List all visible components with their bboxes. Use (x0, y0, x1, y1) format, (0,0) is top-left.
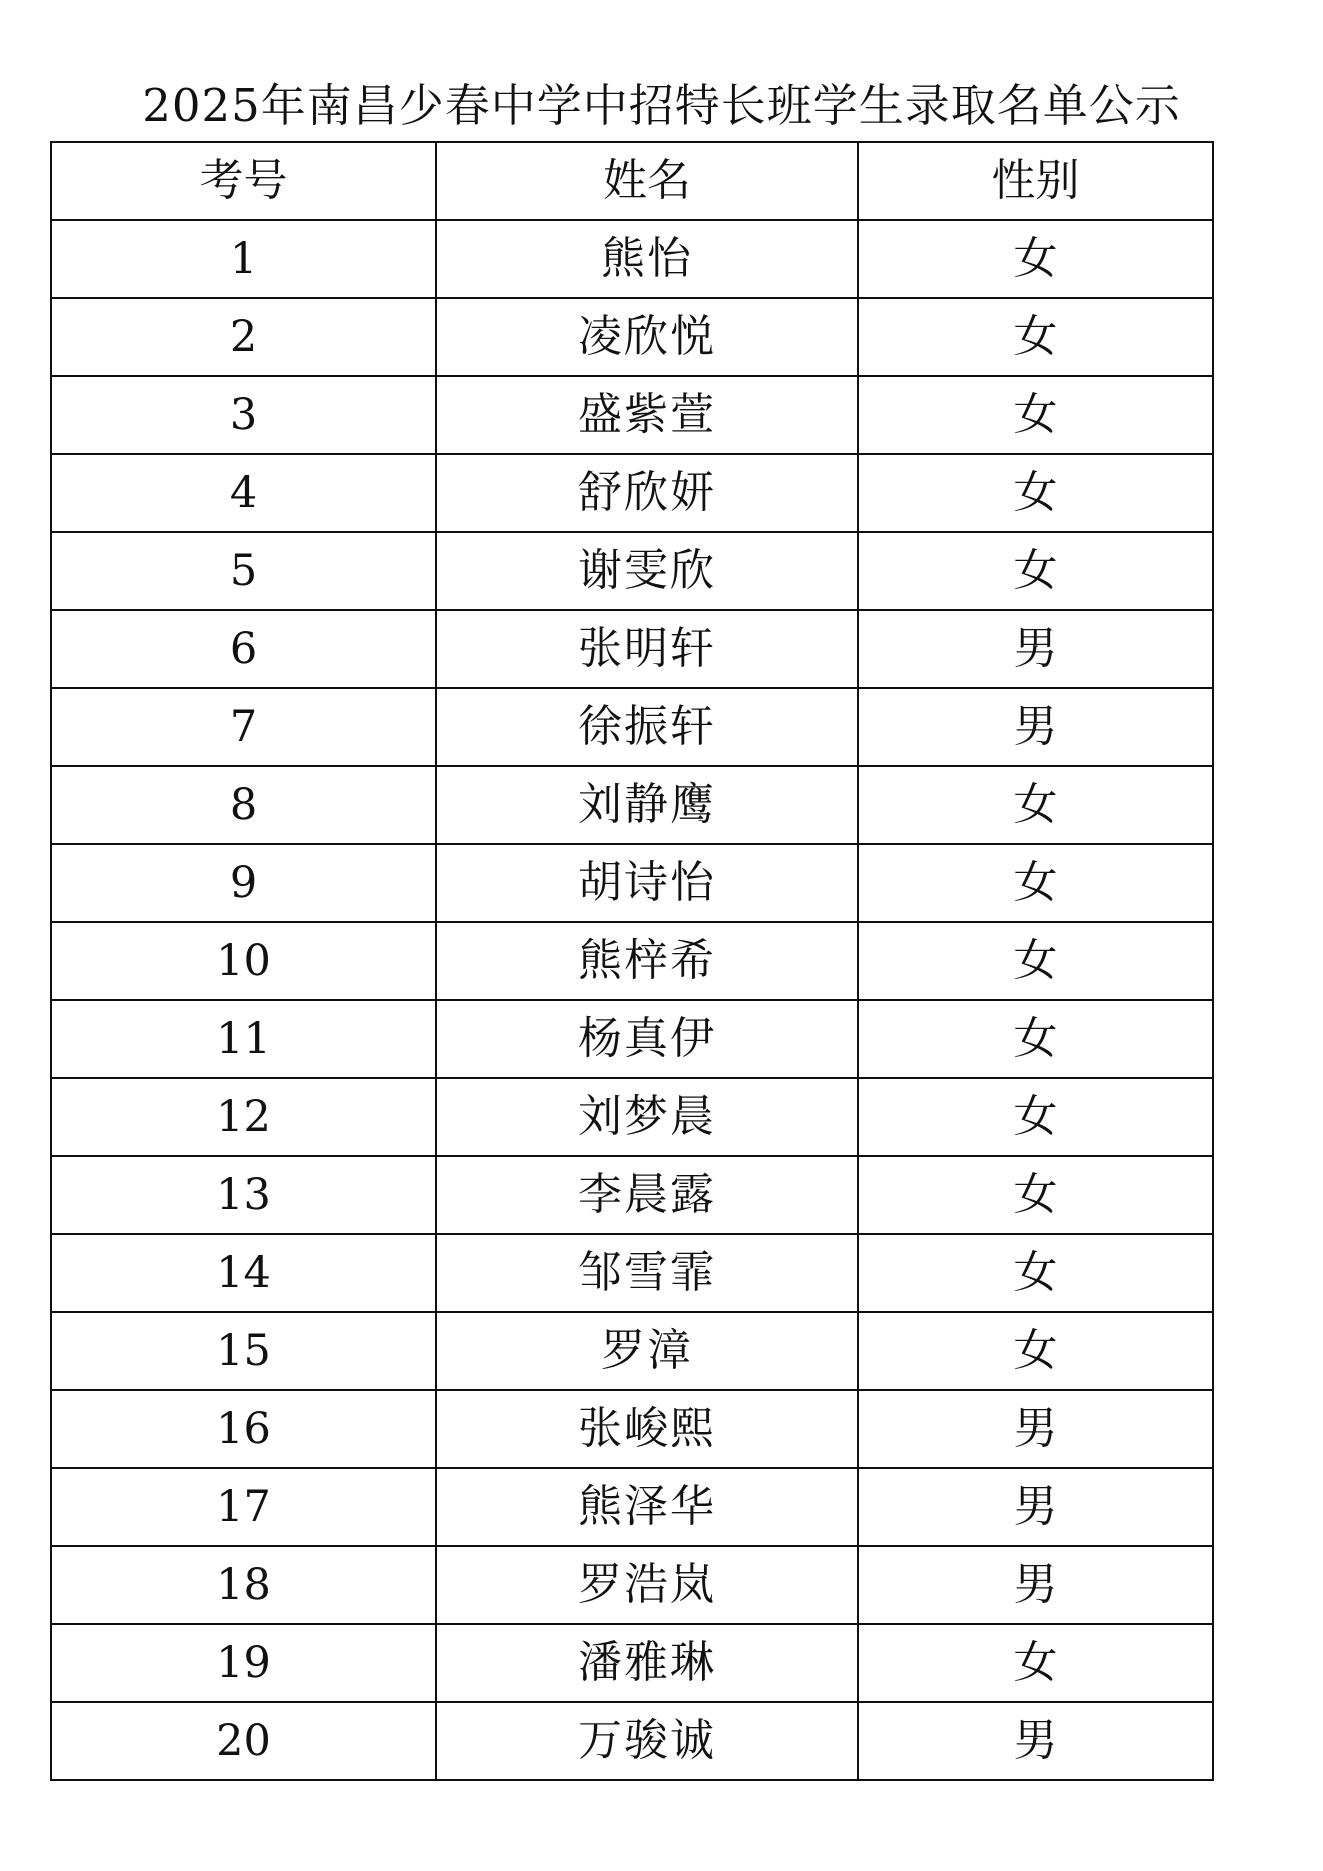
cell-exam-number: 13 (51, 1156, 436, 1234)
table-row (51, 220, 1213, 298)
table-row (51, 922, 1213, 1000)
cell-gender: 男 (858, 1702, 1213, 1780)
table-row (51, 844, 1213, 922)
cell-gender: 女 (858, 1078, 1213, 1156)
cell-gender: 女 (858, 1312, 1213, 1390)
cell-student-name: 罗浩岚 (436, 1546, 858, 1624)
cell-student-name: 熊怡 (436, 220, 858, 298)
table-row (51, 1078, 1213, 1156)
table-row (51, 766, 1213, 844)
cell-gender: 女 (858, 766, 1213, 844)
cell-student-name: 舒欣妍 (436, 454, 858, 532)
cell-gender: 女 (858, 298, 1213, 376)
cell-gender: 女 (858, 922, 1213, 1000)
cell-gender: 女 (858, 376, 1213, 454)
cell-exam-number: 7 (51, 688, 436, 766)
cell-gender: 女 (858, 1234, 1213, 1312)
table-row (51, 1156, 1213, 1234)
cell-student-name: 李晨露 (436, 1156, 858, 1234)
table-row (51, 1312, 1213, 1390)
table-row (51, 532, 1213, 610)
table-row (51, 688, 1213, 766)
cell-student-name: 万骏诚 (436, 1702, 858, 1780)
cell-gender: 男 (858, 1468, 1213, 1546)
header-gender: 性别 (858, 142, 1213, 220)
table-row (51, 298, 1213, 376)
cell-student-name: 杨真伊 (436, 1000, 858, 1078)
cell-student-name: 张峻熙 (436, 1390, 858, 1468)
cell-exam-number: 16 (51, 1390, 436, 1468)
cell-student-name: 刘梦晨 (436, 1078, 858, 1156)
cell-student-name: 胡诗怡 (436, 844, 858, 922)
cell-student-name: 盛紫萱 (436, 376, 858, 454)
cell-gender: 女 (858, 532, 1213, 610)
cell-exam-number: 10 (51, 922, 436, 1000)
cell-student-name: 刘静鹰 (436, 766, 858, 844)
cell-exam-number: 11 (51, 1000, 436, 1078)
cell-student-name: 谢雯欣 (436, 532, 858, 610)
table-row (51, 1234, 1213, 1312)
cell-student-name: 罗漳 (436, 1312, 858, 1390)
cell-gender: 女 (858, 844, 1213, 922)
header-exam-number: 考号 (51, 142, 436, 220)
table-row (51, 1546, 1213, 1624)
cell-exam-number: 15 (51, 1312, 436, 1390)
table-row (51, 1390, 1213, 1468)
cell-exam-number: 4 (51, 454, 436, 532)
table-body (51, 220, 1213, 1780)
cell-gender: 男 (858, 1390, 1213, 1468)
table-row (51, 1702, 1213, 1780)
cell-exam-number: 17 (51, 1468, 436, 1546)
cell-gender: 男 (858, 610, 1213, 688)
cell-exam-number: 5 (51, 532, 436, 610)
cell-exam-number: 20 (51, 1702, 436, 1780)
cell-exam-number: 1 (51, 220, 436, 298)
cell-exam-number: 3 (51, 376, 436, 454)
cell-gender: 男 (858, 1546, 1213, 1624)
cell-exam-number: 6 (51, 610, 436, 688)
cell-student-name: 张明轩 (436, 610, 858, 688)
table-row (51, 376, 1213, 454)
table-header-row (51, 142, 1213, 220)
cell-gender: 男 (858, 688, 1213, 766)
cell-exam-number: 18 (51, 1546, 436, 1624)
cell-student-name: 熊梓希 (436, 922, 858, 1000)
table-row (51, 1624, 1213, 1702)
cell-exam-number: 14 (51, 1234, 436, 1312)
admission-table (50, 141, 1214, 1781)
cell-student-name: 潘雅琳 (436, 1624, 858, 1702)
cell-gender: 女 (858, 1000, 1213, 1078)
cell-gender: 女 (858, 1624, 1213, 1702)
cell-gender: 女 (858, 1156, 1213, 1234)
cell-exam-number: 8 (51, 766, 436, 844)
cell-student-name: 熊泽华 (436, 1468, 858, 1546)
table-row (51, 1468, 1213, 1546)
cell-student-name: 邹雪霏 (436, 1234, 858, 1312)
cell-exam-number: 19 (51, 1624, 436, 1702)
table-row (51, 610, 1213, 688)
header-name: 姓名 (436, 142, 858, 220)
cell-exam-number: 12 (51, 1078, 436, 1156)
cell-exam-number: 9 (51, 844, 436, 922)
document-title: 2025年南昌少春中学中招特长班学生录取名单公示 (142, 79, 1181, 132)
cell-student-name: 徐振轩 (436, 688, 858, 766)
cell-gender: 女 (858, 454, 1213, 532)
cell-gender: 女 (858, 220, 1213, 298)
table-row (51, 454, 1213, 532)
table-row (51, 1000, 1213, 1078)
cell-exam-number: 2 (51, 298, 436, 376)
cell-student-name: 凌欣悦 (436, 298, 858, 376)
